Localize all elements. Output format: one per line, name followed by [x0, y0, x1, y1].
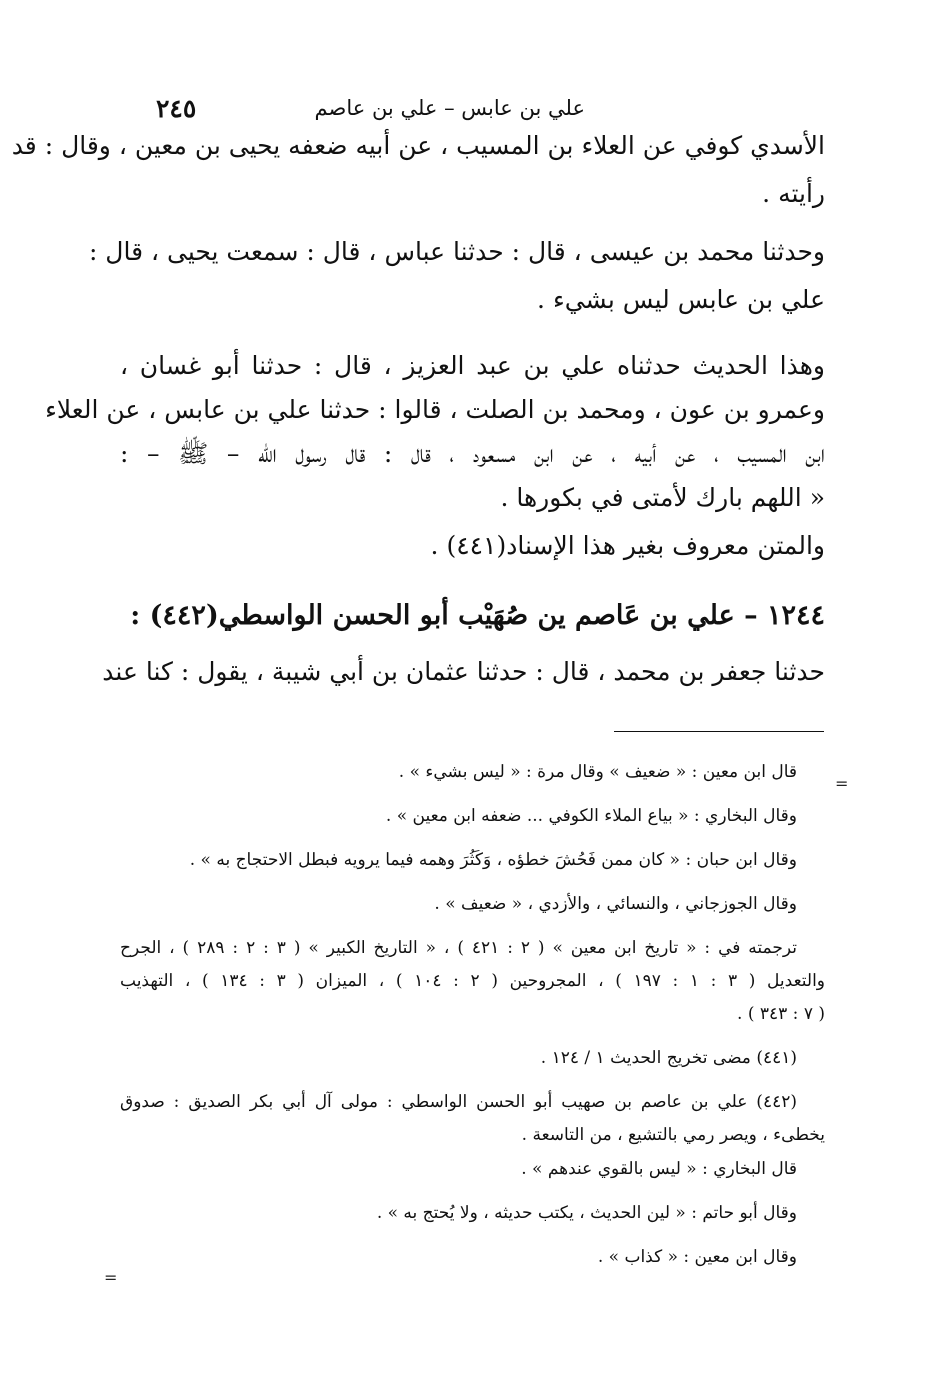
text-line: رأيته .	[762, 179, 825, 208]
footnote-line: وقال أبو حاتم : « لين الحديث ، يكتب حديثه ، ولا يُحتج به » .	[376, 1203, 797, 1223]
page-number: ٢٤٥	[156, 94, 197, 123]
footnotes	[120, 760, 825, 1289]
text-line: الأسدي كوفي عن العلاء بن المسيب ، عن أبيه ضعفه يحيى بن معين ، وقال : قد	[11, 131, 825, 160]
margin-mark: =	[835, 774, 849, 793]
text-line: والمتن معروف بغير هذا الإسناد(٤٤١) .	[430, 531, 825, 560]
footnote-line: وقال ابن حبان : « كان ممن فَحُشَ خطؤه ، وَكَثُرَ وهمه فيما يرويه فبطل الاحتجاج به » .	[189, 850, 797, 870]
footnote-line: قال البخاري : « ليس بالقوي عندهم » .	[521, 1159, 797, 1179]
page-header	[120, 94, 825, 128]
entry-heading: ١٢٤٤ – علي بن عَاصم ين صُهَيْب أبو الحسن الواسطي(٤٤٢) :	[130, 600, 825, 631]
footnote-line: يخطىء ، ويصر رمي بالتشيع ، من التاسعة .	[521, 1125, 825, 1145]
footnote-line: والتعديل ( ٣ : ١ : ١٩٧ ) ، المجروحين ( ٢ : ١٠٤ ) ، الميزان ( ٣ : ١٣٤ ) ، التهذيب	[120, 971, 826, 991]
footnote-line: ترجمته في : « تاريخ ابن معين » ( ٢ : ٤٢١ ) ، « التاريخ الكبير » ( ٣ : ٢ : ٢٨٩ ) ، الجرح	[120, 938, 797, 958]
text-line: ابن المسيب ، عن أبيه ، عن ابن مسعود ، قال : قال رسول الله – ﷺ – :	[120, 439, 825, 468]
footnote-line: قال ابن معين : « ضعيف » وقال مرة : « ليس بشيء » .	[398, 762, 797, 782]
footnote-divider	[614, 731, 824, 732]
text-line: حدثنا جعفر بن محمد ، قال : حدثنا عثمان بن أبي شيبة ، يقول : كنا عند	[102, 657, 825, 686]
text-line: وعمرو بن عون ، ومحمد بن الصلت ، قالوا : حدثنا علي بن عابس ، عن العلاء	[45, 395, 825, 424]
main-text	[11, 128, 825, 702]
footnote-line: (٤٤١) مضى تخريج الحديث ١ / ١٢٤ .	[540, 1048, 797, 1068]
footnote-line: وقال البخاري : « بياع الملاء الكوفي ... ضعفه ابن معين » .	[385, 806, 797, 826]
footnote-line: ( ٧ : ٣٤٣ ) .	[737, 1004, 825, 1024]
text-line: وهذا الحديث حدثناه علي بن عبد العزيز ، قال : حدثنا أبو غسان ،	[120, 351, 825, 380]
footnote-line: وقال الجوزجاني ، والنسائي ، والأزدي ، « ضعيف » .	[434, 894, 797, 914]
margin-mark: =	[104, 1268, 118, 1287]
footnote-line: وقال ابن معين : « كذاب » .	[597, 1247, 797, 1267]
text-line: وحدثنا محمد بن عيسى ، قال : حدثنا عباس ، قال : سمعت يحيى ، قال :	[88, 237, 825, 266]
footnote-line: (٤٤٢) علي بن عاصم بن صهيب أبو الحسن الواسطي : مولى آل أبي بكر الصديق : صدوق	[120, 1092, 797, 1112]
text-line: « اللهم بارك لأمتى في بكورها .	[500, 483, 825, 512]
running-head: علي بن عابس – علي بن عاصم	[314, 96, 585, 120]
text-line: علي بن عابس ليس بشيء .	[537, 285, 825, 314]
